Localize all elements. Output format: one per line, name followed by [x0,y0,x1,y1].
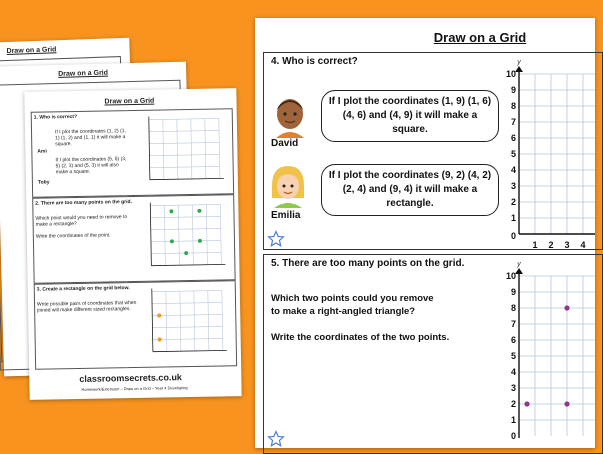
david-name: David [271,138,299,149]
back-q2-b: Write the coordinates of the point. [35,232,111,240]
worksheet-page [255,18,595,448]
q4-y-tick: 7 [510,117,516,127]
q5-y-tick: 9 [510,287,516,297]
emilia-name: Emilia [271,210,301,221]
q5-y-tick: 0 [510,431,516,441]
q4-y-tick: 9 [510,85,516,95]
q5-point [564,305,569,310]
q4-y-tick: 3 [510,181,516,191]
q4-y-tick: 6 [510,133,516,143]
star-icon [267,230,285,248]
back-grid-3 [140,284,231,362]
q4-grid [505,54,595,250]
q5-line3: Write the coordinates of the two points. [271,332,450,343]
q4-x-tick: 1 [532,240,538,250]
emilia-speech-bubble: If I plot the coordinates (9, 2) (4, 2) (2, 4) and (9, 4) it will make a rectangle. [321,164,499,216]
emilia-avatar [269,164,307,208]
back-footer: Homework/Extension – Draw on a Grid – Year 4 Developing [81,385,188,392]
q5-y-tick: 10 [505,271,516,281]
q5-label: 5. There are too many points on the grid. [271,258,465,269]
q5-y-axis-label: y [517,261,521,268]
q4-y-tick: 0 [510,231,516,241]
q5-line2: to make a right-angled triangle? [271,306,416,317]
q5-y-tick: 8 [510,303,516,313]
q4-label: 4. Who is correct? [271,56,358,67]
q4-y-tick: 10 [505,69,516,79]
back-q3-a: Write possible pairs of coordinates that when joined will make different sized rectangles. [36,299,137,314]
q4-y-tick: 5 [510,149,516,159]
back-toby-name: Toby [37,179,50,186]
q4-y-tick: 8 [510,101,516,111]
star-icon-q5 [267,430,285,448]
back-q3: 3. Create a rectangle on the grid below. [36,285,130,293]
q4-x-tick: 4 [580,240,586,250]
david-speech-bubble: If I plot the coordinates (1, 9) (1, 6) (4, 6) and (4, 9) it will make a square. [321,90,499,142]
back-q2-a: Which point would you need to remove to make a rectangle? [35,214,128,228]
back-q1: 1. Who is correct? [33,113,78,121]
q5-y-tick: 5 [510,351,516,361]
q5-y-tick: 7 [510,319,516,329]
q4-y-tick: 1 [510,213,516,223]
back-q2: 2. There are too many points on the grid. [35,199,133,207]
back-q1-toby: If I plot the coordinates (5, 5) (3, 5) (2, 3) and (5, 3) it will also make a square. [55,156,127,176]
worksheet-title: Draw on a Grid [433,30,527,45]
q4-x-tick: 3 [564,240,570,250]
back-grid-2 [138,198,229,276]
q4-y-tick: 2 [510,197,516,207]
back-sheet-2-title: Draw on a Grid [58,69,109,78]
q5-y-tick: 4 [510,367,516,377]
q5-grid [505,258,595,441]
back-brand: classroomsecrets.co.uk [79,372,182,384]
back-amir-name: Ami [37,148,47,155]
q5-y-tick: 1 [510,415,516,425]
q5-y-tick: 2 [510,399,516,409]
q5-y-tick: 3 [510,383,516,393]
q4-y-tick: 4 [510,165,516,175]
q4-y-axis-label: y [517,59,521,66]
david-avatar [273,94,307,138]
q5-point [524,401,529,406]
q4-x-tick: 2 [548,240,554,250]
back-q1-amir: If I plot the coordinates (1, 2) (1, 1) (1, 2) and (1, 1) it will make a square. [54,128,126,148]
q5-line1: Which two points could you remove [271,293,434,304]
q5-y-tick: 6 [510,335,516,345]
q5-point [564,401,569,406]
front-back-sheet [24,88,241,400]
back-sheet-3-title: Draw on a Grid [6,46,57,56]
back-grid-1 [137,112,228,190]
back-title: Draw on a Grid [104,97,155,106]
